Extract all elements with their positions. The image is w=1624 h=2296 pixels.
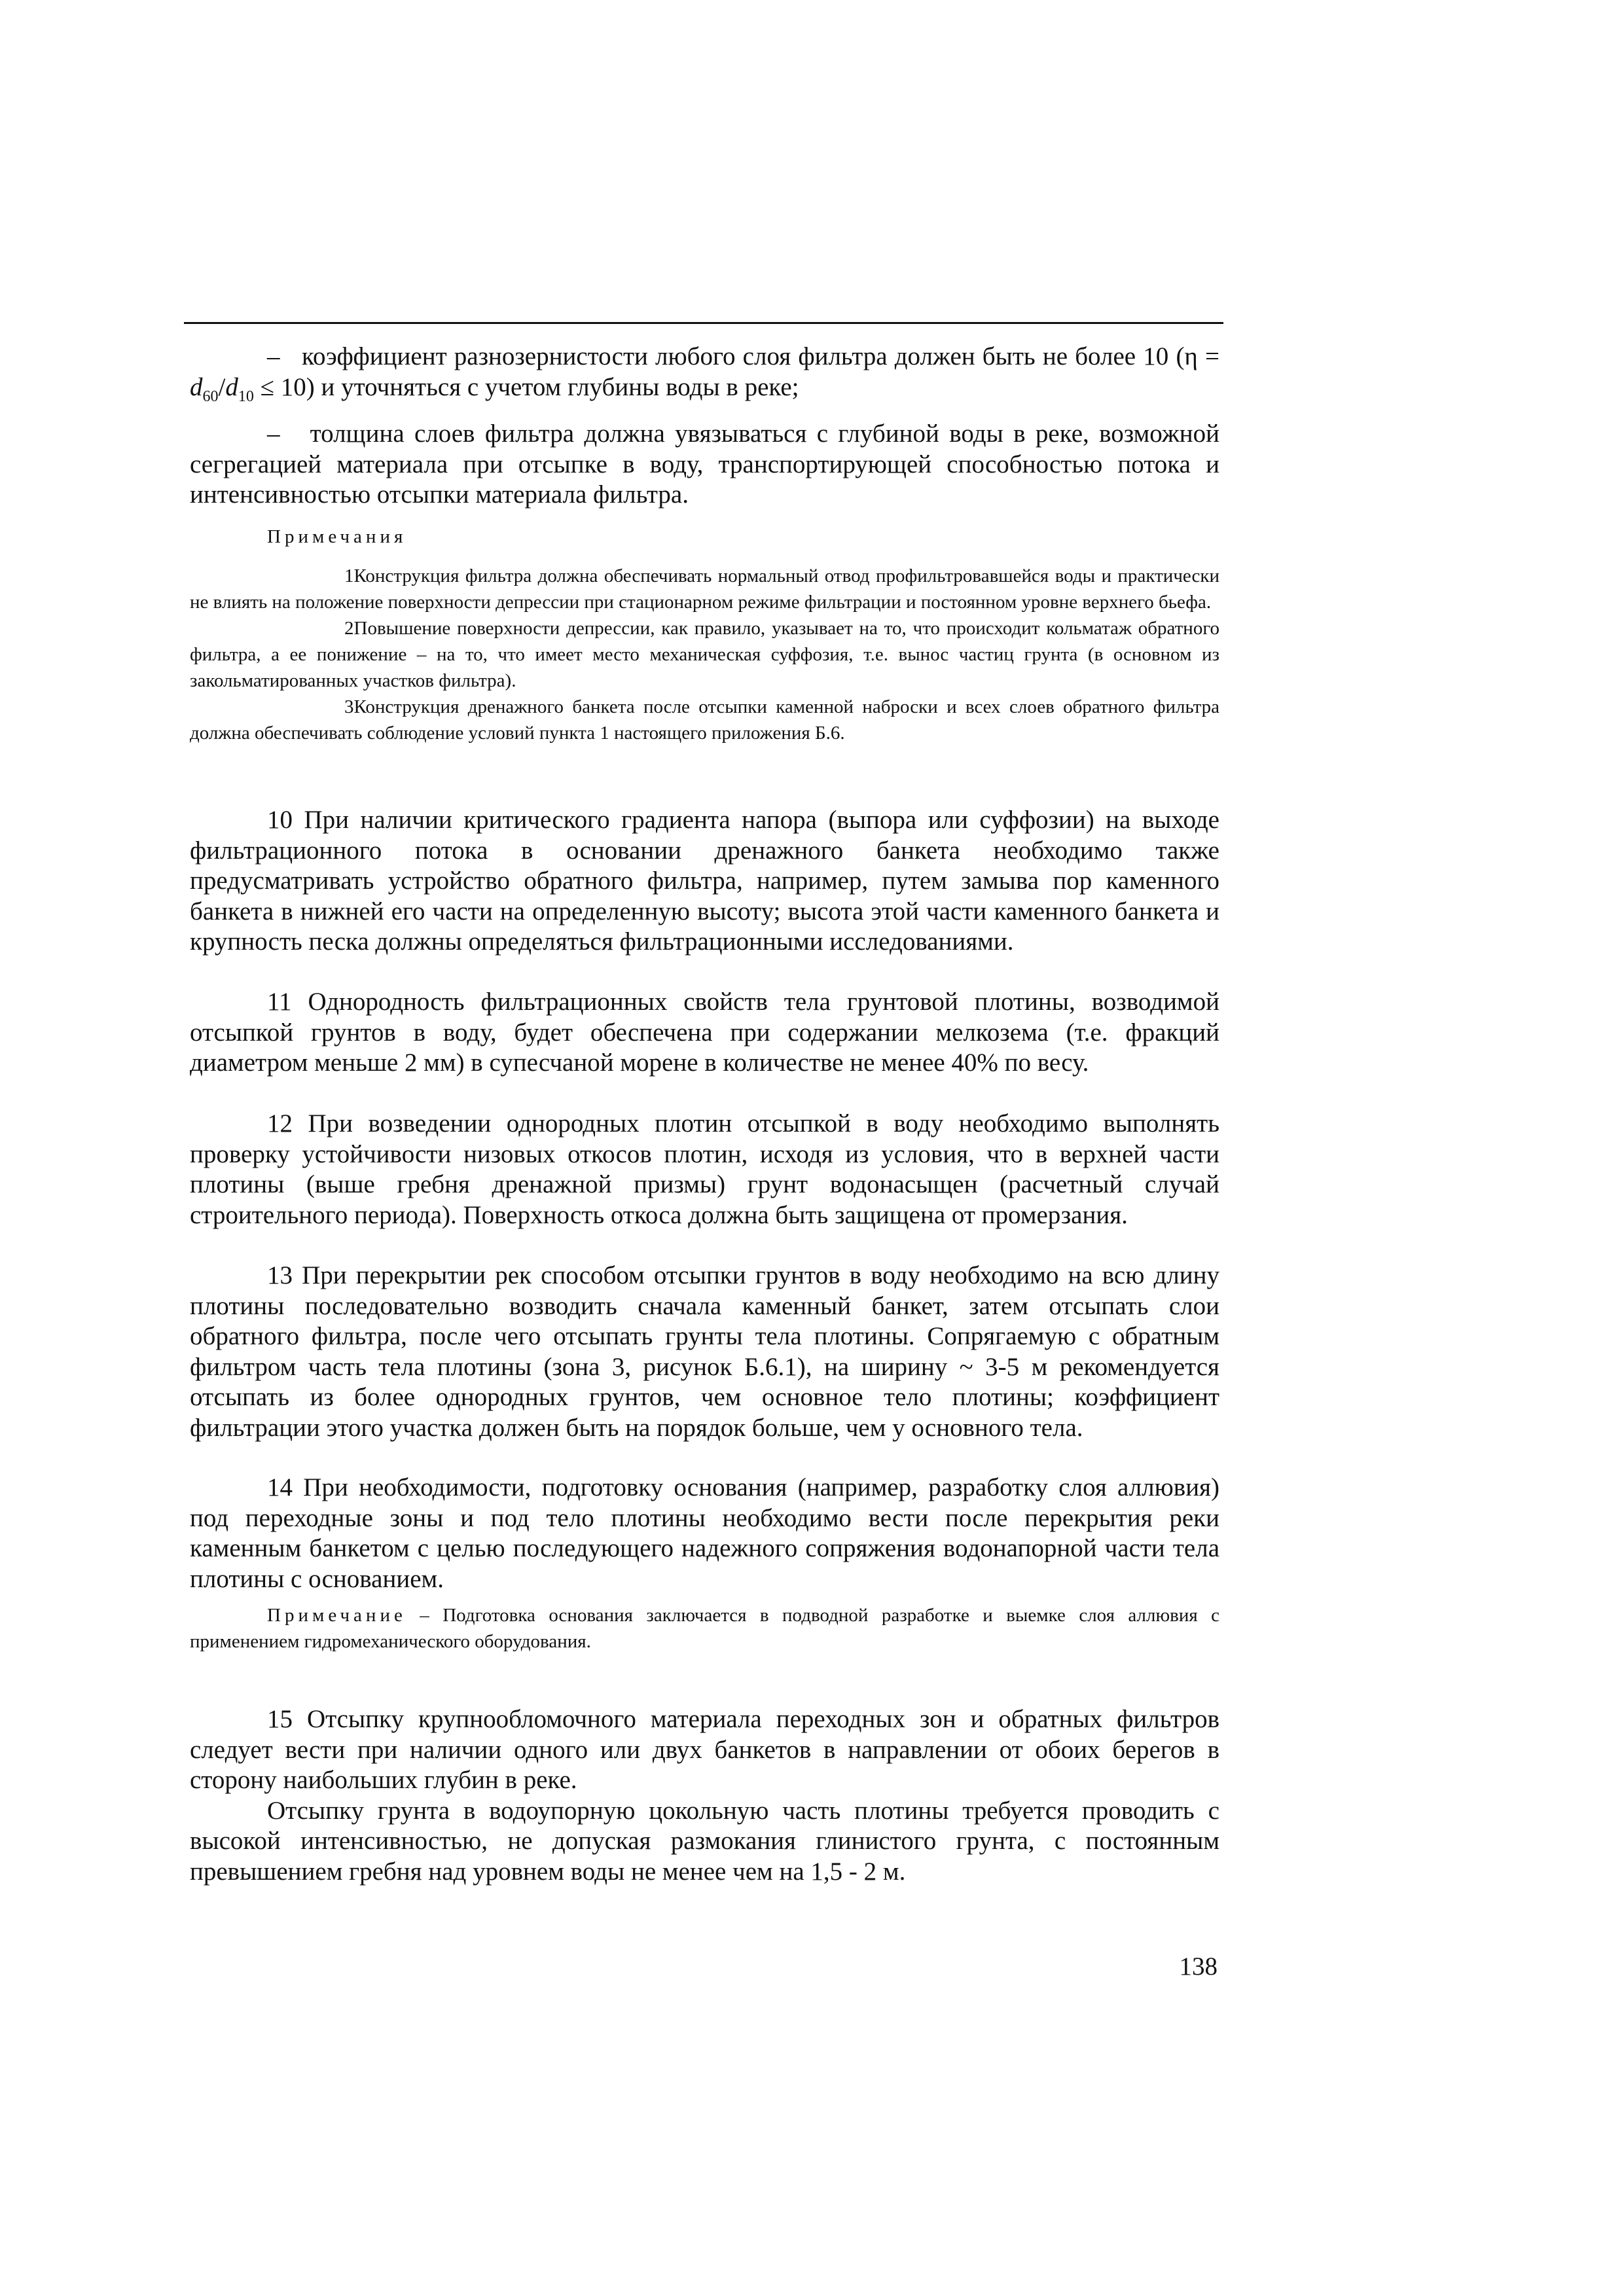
bullet-text: толщина слоев фильтра должна увязываться с глубиной воды в реке, возможной сегрегацией материала при отсыпке в воду, транспортирующей способностью потока и интенсивностью отсыпки материала фильтра. [190,420,1220,509]
paragraph-text-continued: Отсыпку грунта в водоупорную цокольную часть плотины требуется проводить с высокой интенсивностью, не допуская размокания глинистого грунта, с постоянным превышением гребня над уровнем воды не менее чем на 1,5 - 2 м. [190,1796,1219,1886]
bullet-dash: – [267,420,280,448]
bullet-dash: – [267,342,280,370]
notes-block [190,524,1219,746]
paragraph-14 [190,1473,1219,1594]
note-number: 3 [344,696,354,717]
header-rule [184,322,1223,324]
paragraph-text: 11 Однородность фильтрационных свойств тела грунтовой плотины, возводимой отсыпкой грунтов в воду, будет обеспечена при содержании мелкозема (т.е. фракций диаметром меньше 2 мм) в супесчаной морене в количестве не менее 40% по весу. [190,988,1219,1077]
bullet-text-before: коэффициент разнозернистости любого слоя фильтра должен быть не более 10 (η = [302,342,1219,370]
paragraph-13 [190,1261,1219,1443]
bullet-paragraph [190,342,1219,412]
note-text: Повышение поверхности депрессии, как правило, указывает на то, что происходит кольматаж обратного фильтра, а ее понижение – на то, что имеет место механическая суффозия, т.е. вынос частиц грунта (в основном из закольматированных участков фильтра). [190,618,1219,691]
paragraph-text: 15 Отсыпку крупнообломочного материала переходных зон и обратных фильтров следует вести при наличии одного или двух банкетов в направлении от обоих берегов в сторону наибольших глубин в реке. [190,1705,1219,1794]
formula-d60-sub: 60 [202,387,219,405]
notes-title: Примечания [267,526,407,547]
paragraph-text: 10 При наличии критического градиента напора (выпора или суффозии) на выходе фильтрационного потока в основании дренажного банкета необходимо также предусматривать устройство обратного фильтра, например, путем замыва пор каменного банкета в нижней его части на определенную высоту; высота этой части каменного банкета и крупность песка должны определяться фильтрационными исследованиями. [190,806,1219,956]
bullet-uniformity-coefficient [190,342,1219,412]
note-label: Примечание [267,1605,406,1626]
note-item [190,563,1219,615]
paragraph-12 [190,1109,1219,1230]
formula-d10-sub: 10 [238,387,254,405]
bullet-text-after: ≤ 10) и уточняться с учетом глубины воды в реке; [253,372,799,401]
page-number: 138 [1179,1952,1218,1981]
note-text: Конструкция фильтра должна обеспечивать нормальный отвод профильтровавшейся воды и практически не влиять на положение поверхности депрессии при стационарном режиме фильтрации и постоянном уровне верхнего бьефа. [190,565,1219,613]
bullet-layer-thickness [190,419,1219,511]
note-item [190,615,1219,694]
bullet-paragraph [190,419,1219,511]
paragraph-15 [190,1704,1219,1887]
formula-d60: d [190,372,203,401]
paragraph-text: 13 При перекрытии рек способом отсыпки грунтов в воду необходимо на всю длину плотины последовательно возводить сначала каменный банкет, затем отсыпать слои обратного фильтра, после чего отсыпать грунты тела плотины. Сопрягаемую с обратным фильтром часть тела плотины (зона 3, рисунок Б.6.1), на ширину ~ 3-5 м рекомендуется отсыпать из более однородных грунтов, чем основное тело плотины; коэффициент фильтрации этого участка должен быть на порядок больше, чем у основного тела. [190,1261,1219,1442]
note-number: 2 [344,618,354,639]
paragraph-14-note [190,1602,1219,1655]
note-text: – Подготовка основания заключается в подводной разработке и выемке слоя аллювия с применением гидромеханического оборудования. [190,1605,1219,1652]
note-text: Конструкция дренажного банкета после отсыпки каменной наброски и всех слоев обратного фильтра должна обеспечивать соблюдение условий пункта 1 настоящего приложения Б.6. [190,696,1219,744]
formula-d10: d [225,372,238,401]
paragraph-text: 14 При необходимости, подготовку основания (например, разработку слоя аллювия) под переходные зоны и под тело плотины необходимо вести после перекрытия реки каменным банкетом с целью последующего надежного сопряжения водонапорной части тела плотины с основанием. [190,1473,1219,1593]
formula-slash: / [218,372,226,401]
paragraph-10 [190,805,1219,958]
note-number: 1 [344,565,354,586]
note-item [190,1602,1219,1655]
note-item [190,694,1219,746]
paragraph-11 [190,987,1219,1079]
paragraph-text: 12 При возведении однородных плотин отсыпкой в воду необходимо выполнять проверку устойчивости низовых откосов плотин, исходя из условия, что в верхней части плотины (выше гребня дренажной призмы) грунт водонасыщен (расчетный случай строительного периода). Поверхность откоса должна быть защищена от промерзания. [190,1109,1219,1229]
